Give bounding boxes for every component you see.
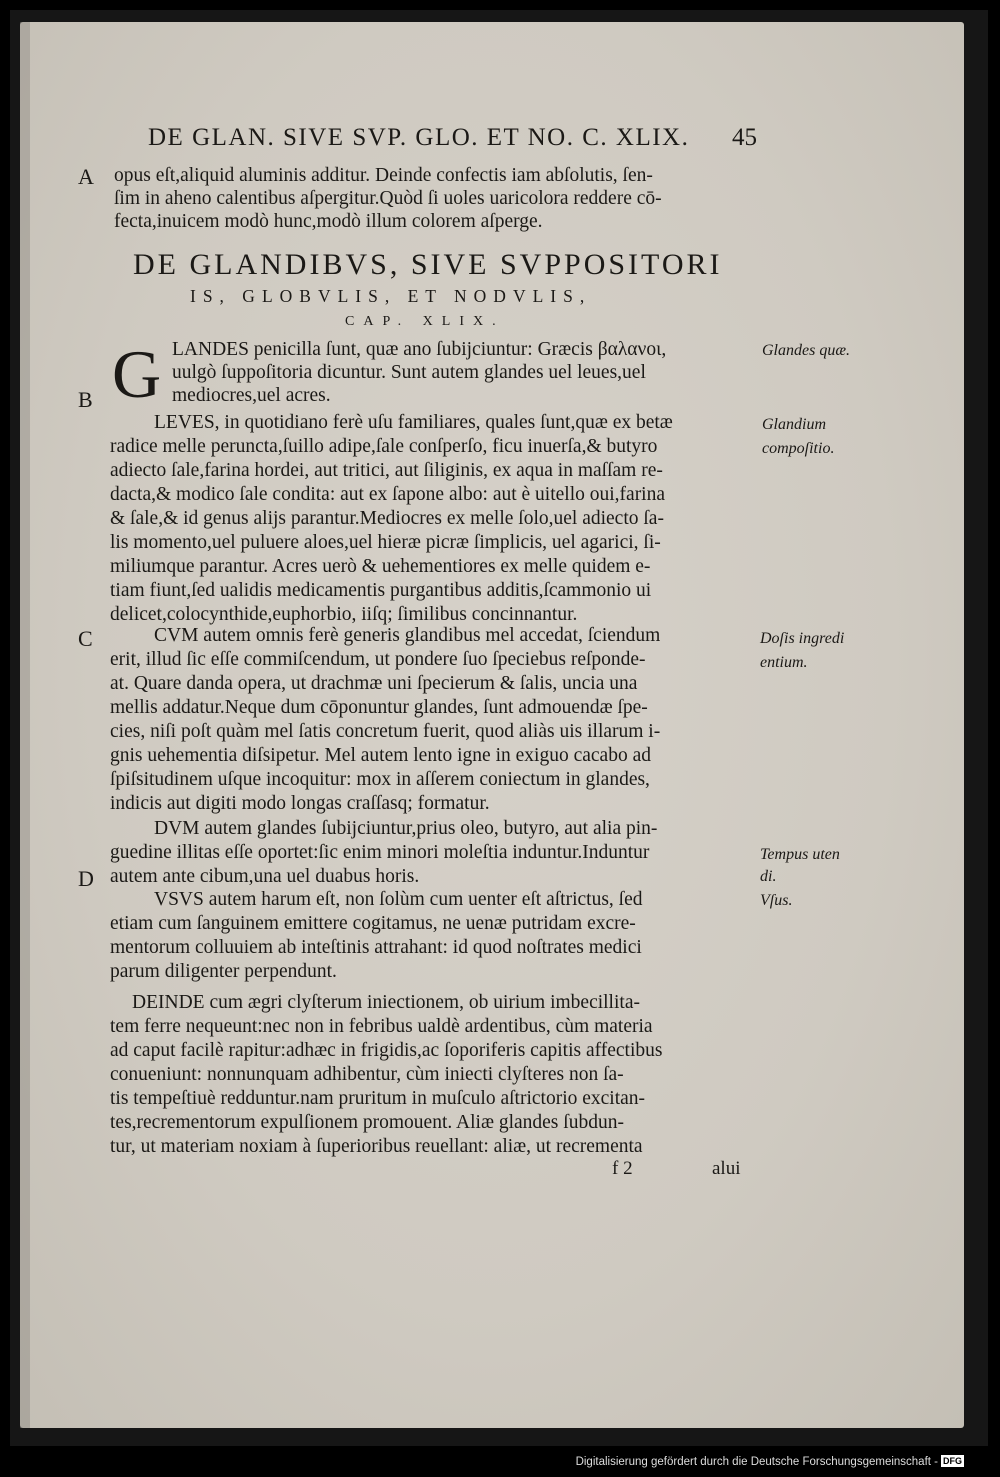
text-line: ſpiſsitudinem uſque incoquitur: mox in aſſerem coniectum in glandes,: [110, 769, 650, 790]
text-line: VSVS autem harum eſt, non ſolùm cum uenter eſt aſtrictus, ſed: [154, 889, 643, 910]
text-line: lis momento,uel puluere aloes,uel hieræ picræ ſimplicis, uel agarici, ſi-: [110, 532, 661, 553]
text-line: at. Quare danda opera, ut drachmæ uni ſpecierum & ſalis, uncia una: [110, 673, 638, 694]
digitization-credit: [576, 1455, 964, 1468]
section-mark-a: A: [78, 164, 94, 189]
page-gutter-shadow: [20, 22, 30, 1428]
text-line: tis tempeſtiuè redduntur.nam pruritum in muſculo aſtrictorio excitan-: [110, 1088, 646, 1109]
text-line: erit, illud ſic eſſe commiſcendum, ut pondere ſuo ſpeciebus reſponde-: [110, 649, 646, 670]
chapter-title: DE GLANDIBVS, SIVE SVPPOSITORI: [133, 248, 723, 281]
text-line: conueniunt: nonnunquam adhibentur, cùm iniecti clyſteres non ſa-: [110, 1064, 624, 1085]
text-line: DVM autem glandes ſubijciuntur,prius oleo, butyro, aut alia pin-: [154, 818, 658, 839]
folio-number: 45: [732, 124, 757, 151]
text-line: ad caput facilè rapitur:adhæc in frigidis,ac ſoporiferis capitis affectibus: [110, 1040, 663, 1061]
text-line: CVM autem omnis ferè generis glandibus mel accedat, ſciendum: [154, 625, 661, 646]
text-line: tur, ut materiam noxiam à ſuperioribus reuellant: aliæ, ut recrementa: [110, 1136, 643, 1157]
running-header: DE GLAN. SIVE SVP. GLO. ET NO. C. XLIX.: [148, 124, 690, 151]
margin-note: compoſitio.: [762, 440, 835, 457]
text-line: mellis addatur.Neque dum cōponuntur glandes, ſunt admouendæ ſpe-: [110, 697, 648, 718]
text-line: tem ferre nequeunt:nec non in febribus ualdè ardentibus, cùm materia: [110, 1016, 653, 1037]
text-line: radice melle perunctа,ſuillo adipe,ſale conſperſo, ficu inuerſa,& butyro: [110, 436, 658, 457]
text-line: & ſale,& id genus alijs parantur.Mediocres ex melle ſolo,uel adiecto ſa-: [110, 508, 664, 529]
chapter-title-continued: IS, GLOBVLIS, ET NODVLIS,: [190, 286, 592, 306]
signature-mark: f 2: [612, 1158, 633, 1179]
dfg-logo: DFG: [943, 1456, 962, 1466]
text-line: indicis aut digiti modo longas craſſasq; formatur.: [110, 793, 490, 814]
text-line: LEVES, in quotidiano ferè uſu familiares, quales ſunt,quæ ex betæ: [154, 412, 673, 433]
margin-note: Tempus uten: [760, 846, 840, 863]
credit-text: Digitalisierung gefördert durch die Deutsche Forschungsgemeinschaft -: [575, 1456, 938, 1468]
section-mark-c: C: [78, 626, 93, 651]
text-line: tes,recrementorum expulſionem promouent. Aliæ glandes ſubdun-: [110, 1112, 624, 1133]
text-line: opus eſt,aliquid aluminis additur. Deinde confectis iam abſolutis, ſen-: [114, 165, 653, 186]
text-line: gnis uehementia diſsipetur. Mel autem lento igne in exiguo cacabo ad: [110, 745, 651, 766]
text-line: dacta,& modico ſale condita: aut ex ſapone albo: aut è uitello oui,farina: [110, 484, 666, 505]
text-line: DEINDE cum ægri clyſterum iniectionem, ob uirium imbecillita-: [132, 992, 640, 1013]
text-line: autem ante cibum,una uel duabus horis.: [110, 866, 420, 887]
section-mark-b: B: [78, 387, 93, 412]
drop-capital: G: [112, 336, 162, 412]
text-line: mentorum colluuiem ab inteſtinis attrahant: id quod noſtrates medici: [110, 937, 642, 958]
catchword: alui: [712, 1158, 741, 1179]
text-line: guedine illitas eſſe oportet:ſic enim minori moleſtia induntur.Induntur: [110, 842, 650, 863]
margin-note: Glandium: [762, 416, 826, 433]
text-line: fecta,inuicem modò hunc,modò illum colorem aſperge.: [114, 211, 543, 232]
text-line: mediocres,uel acres.: [172, 385, 331, 406]
text-line: adiecto ſale,farina hordei, aut tritici, aut ſiliginis, ex aqua in maſſam re-: [110, 460, 663, 481]
margin-note: Vſus.: [760, 892, 793, 909]
text-line: LANDES penicilla ſunt, quæ ano ſubijciuntur: Græcis βαλανοι,: [172, 339, 667, 360]
section-mark-d: D: [78, 866, 94, 891]
margin-note: Doſis ingredi: [760, 630, 845, 647]
chapter-number: CAP. XLIX.: [345, 314, 505, 329]
text-line: delicet,colocynthide,euphorbio, iiſq; ſimilibus concinnantur.: [110, 604, 578, 625]
margin-note: di.: [760, 868, 777, 885]
margin-note: Glandes quæ.: [762, 342, 850, 359]
text-line: etiam cum ſanguinem emittere cogitamus, ne uenæ putridam excre-: [110, 913, 636, 934]
margin-note: entium.: [760, 654, 808, 671]
text-line: cies, niſi poſt quàm mel ſatis concretum fuerit, quod aliàs uis illarum i-: [110, 721, 661, 742]
text-line: uulgò ſuppoſitoria dicuntur. Sunt autem glandes uel leues,uel: [172, 362, 646, 383]
text-line: tiam fiunt,ſed ualidis medicamentis purgantibus additis,ſcammonio ui: [110, 580, 652, 601]
text-line: miliumque parantur. Acres uerò & uehementiores ex melle quidem e-: [110, 556, 651, 577]
text-line: ſim in aheno calentibus aſpergitur.Quòd ſi uoles uaricolora reddere cō-: [114, 188, 662, 209]
text-line: parum diligenter perpendunt.: [110, 961, 337, 982]
